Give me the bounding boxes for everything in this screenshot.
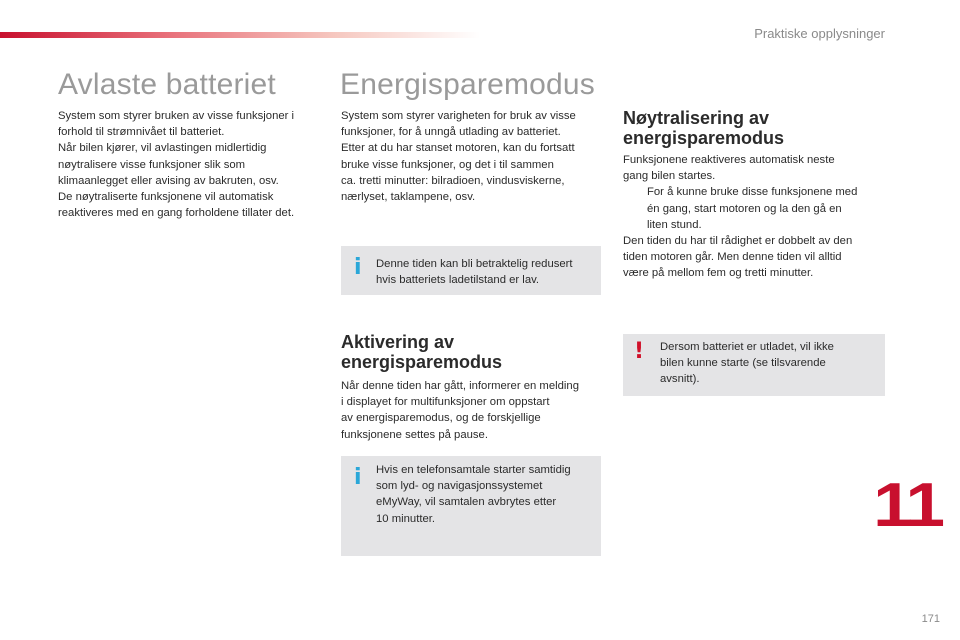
text-line: i displayet for multifunksjoner om oppstart (341, 396, 550, 409)
text-line: som lyd- og navigasjonssystemet (376, 480, 543, 493)
text-line: Funksjonene reaktiveres automatisk neste (623, 154, 835, 166)
text-line: Hvis en telefonsamtale starter samtidig (376, 464, 571, 476)
left-paragraph (58, 108, 328, 221)
text-line: Etter at du har stanset motoren, kan du fortsatt (341, 142, 575, 155)
header-accent-bar (0, 32, 480, 38)
text-line: gang bilen startes. (623, 170, 716, 183)
text-line: Når bilen kjører, vil avlastingen midlertidig (58, 142, 267, 155)
info-box-text (376, 462, 596, 527)
text-line: klimaanlegget eller avising av bakruten, osv. (58, 174, 279, 187)
middle-title: Energisparemodus (340, 68, 596, 101)
neutralization-paragraph (623, 152, 888, 282)
text-line: Når denne tiden har gått, informerer en melding (341, 380, 579, 392)
text-line: tiden motoren går. Men denne tiden vil alltid (623, 251, 842, 264)
text-line: Den tiden du har til rådighet er dobbelt av den (623, 235, 853, 248)
section-header: Praktiske opplysninger (754, 26, 885, 41)
text-line: ca. tretti minutter: bilradioen, vindusviskerne, (341, 174, 565, 187)
text-line: av energisparemodus, og de forskjellige (341, 412, 541, 425)
text-line: bilen kunne starte (se tilsvarende (660, 357, 826, 370)
text-line: liten stund. (647, 218, 702, 231)
text-line: funksjonene settes på pause. (341, 428, 488, 441)
text-line: System som styrer varigheten for bruk av visse (341, 110, 576, 122)
left-title: Avlaste batteriet (58, 68, 276, 101)
bullet-item (623, 184, 888, 233)
middle-paragraph (341, 108, 606, 205)
text-line: 10 minutter. (376, 512, 436, 525)
info-box-phone (341, 456, 601, 556)
text-line: bruke visse funksjoner, og det i til sammen (341, 158, 554, 171)
chapter-number: 11 (873, 471, 942, 540)
info-box-text (376, 256, 596, 288)
text-line: reaktiveres med en gang forholdene tillater det. (58, 207, 295, 220)
info-icon: i (354, 255, 362, 280)
text-line: hvis batteriets ladetilstand er lav. (376, 274, 540, 287)
text-line: Dersom batteriet er utladet, vil ikke (660, 341, 834, 353)
bullet-icon (623, 184, 647, 233)
heading-line: energisparemodus (341, 352, 503, 372)
warning-box (623, 334, 885, 396)
page-number: 171 (921, 613, 940, 625)
text-line: funksjoner, for å unngå utlading av batteriet. (341, 126, 561, 139)
text-line: være på mellom fem og tretti minutter. (623, 267, 814, 280)
activation-heading (341, 332, 502, 372)
text-line: De nøytraliserte funksjonene vil automatisk (58, 191, 274, 204)
text-line: nærlyset, taklampene, osv. (341, 191, 476, 204)
heading-line: Aktivering av (341, 332, 455, 352)
text-line: Denne tiden kan bli betraktelig redusert (376, 258, 573, 270)
neutralization-heading (623, 108, 784, 148)
info-icon: i (354, 465, 362, 490)
text-line: eMyWay, vil samtalen avbrytes etter (376, 496, 557, 509)
text-line: System som styrer bruken av visse funksjoner i (58, 110, 295, 122)
info-box-battery (341, 246, 601, 295)
activation-paragraph (341, 378, 609, 443)
text-line: nøytralisere visse funksjoner slik som (58, 158, 246, 171)
heading-line: energisparemodus (623, 128, 785, 148)
warning-box-text (660, 339, 880, 388)
warning-icon: ! (634, 339, 645, 364)
text-line: avsnitt). (660, 373, 700, 386)
text-line: forhold til strømnivået til batteriet. (58, 126, 225, 139)
text-line: For å kunne bruke disse funksjonene med (647, 186, 858, 199)
heading-line: Nøytralisering av (623, 108, 770, 128)
text-line: én gang, start motoren og la den gå en (647, 202, 842, 215)
